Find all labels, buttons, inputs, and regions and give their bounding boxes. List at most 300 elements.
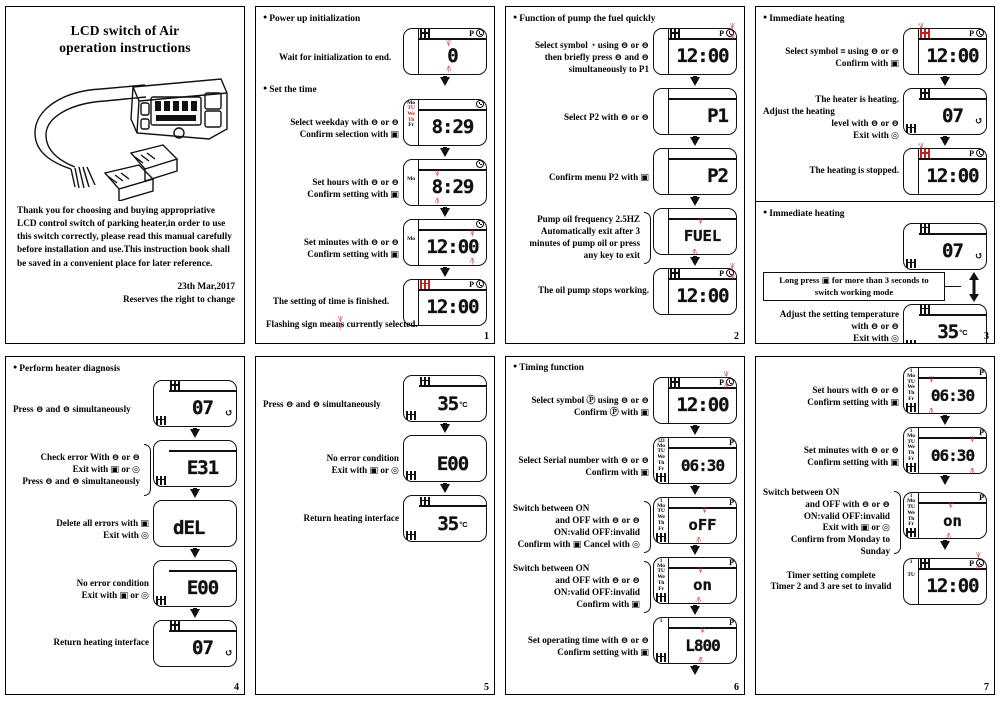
lcd-main	[169, 621, 236, 666]
lcd-main	[919, 89, 986, 134]
lcd-column	[653, 437, 737, 497]
step-line: ON:valid OFF:invalid	[553, 586, 640, 597]
heat-coil-icon	[406, 531, 416, 540]
lcd-display	[903, 148, 987, 195]
weekday-stack	[657, 504, 665, 533]
step-text	[763, 309, 903, 344]
step-line: Confirm setting with ▣	[307, 188, 399, 199]
weekday-we: We	[657, 454, 665, 461]
lcd-top-bar	[919, 559, 986, 570]
page-number: 6	[734, 682, 739, 693]
serial-number-indicator: 1	[909, 559, 913, 565]
flow-arrow	[190, 489, 200, 498]
cover-title-line2: operation instructions	[59, 39, 191, 55]
step-text: Press ⊖ and ⊖ simultaneously	[263, 399, 381, 410]
step-text	[13, 518, 153, 542]
grouping-brace	[644, 497, 651, 557]
lcd-main	[419, 496, 486, 541]
lcd-screen	[669, 280, 736, 314]
heat-coil-icon	[656, 653, 666, 662]
weekday-stack	[657, 564, 665, 593]
step-row	[763, 148, 987, 195]
step-line: with ⊖ or ⊖	[851, 321, 899, 332]
heat-coil-icon	[906, 528, 916, 537]
flow-arrow	[190, 549, 200, 558]
step-row	[263, 219, 487, 279]
lcd-screen	[669, 160, 736, 194]
lcd-main	[669, 149, 736, 194]
flash-marker	[947, 534, 951, 540]
lcd-screen	[919, 100, 986, 134]
heat-coil-icon	[406, 411, 416, 420]
lcd-screen	[919, 235, 986, 269]
heat-coil-icon	[920, 224, 930, 233]
lcd-top-bar	[419, 160, 486, 171]
lcd-main	[419, 436, 486, 481]
heat-coil-icon	[670, 29, 680, 38]
lcd-digits: oFF	[688, 516, 717, 534]
lcd-column	[903, 148, 987, 195]
flow-arrow	[690, 606, 700, 615]
lcd-display	[403, 28, 487, 75]
flow-arrow	[690, 137, 700, 146]
step-line: Timer setting complete	[786, 569, 876, 580]
step-line: ON:valid OFF:invalid	[553, 526, 640, 537]
timer-p-icon: P	[729, 497, 734, 507]
lcd-display	[653, 28, 737, 75]
step-line: Confirm with ▣	[576, 598, 640, 609]
step-line: Confirm setting with ▣	[807, 397, 899, 407]
step-row	[763, 367, 987, 427]
lcd-main	[919, 305, 986, 345]
step-text	[513, 40, 653, 75]
lcd-display	[653, 437, 737, 484]
lcd-display	[403, 435, 487, 482]
lcd-digits: 06:30	[930, 386, 975, 405]
lcd-screen	[919, 316, 986, 345]
heat-coil-icon	[170, 381, 180, 390]
step-line: Check error With ⊖ or ⊖	[40, 452, 140, 463]
lcd-weekday-column	[404, 100, 419, 145]
step-line: Select symbol ◔ using ⊖ or ⊖	[534, 40, 649, 51]
lcd-top-icons	[729, 558, 734, 567]
lcd-display	[403, 375, 487, 422]
timer-p-icon: P	[969, 148, 974, 158]
lcd-weekday-column	[404, 29, 419, 74]
weekday-tu: TU	[657, 448, 665, 455]
step-row	[263, 99, 487, 159]
weekday-fr: Fr	[658, 525, 664, 532]
lcd-top-icons	[719, 269, 734, 278]
lcd-weekday-column	[904, 559, 919, 604]
step-text: The heating is stopped.	[809, 165, 899, 176]
lcd-main	[419, 100, 486, 145]
flow-arrow	[440, 424, 450, 433]
step-row	[13, 380, 237, 440]
step-row	[263, 28, 487, 88]
heat-coil-icon	[906, 403, 916, 412]
lcd-screen	[919, 379, 986, 413]
step-text	[513, 563, 644, 610]
lcd-top-icons	[729, 618, 734, 627]
double-arrow-icon	[968, 272, 980, 302]
clock-icon	[476, 29, 484, 37]
step-text	[513, 503, 644, 550]
mode-switch-callout: Long press ▣ for more than 3 seconds to switch working mode	[763, 272, 945, 300]
fan-icon: ↺	[974, 115, 983, 127]
weekday-th: Th	[657, 459, 665, 466]
lcd-top-bar	[419, 280, 486, 291]
serial-number-indicator: 1	[659, 618, 663, 624]
step-line: Exit with ◎	[853, 332, 899, 343]
panel-3	[755, 6, 995, 344]
lcd-main	[919, 493, 986, 538]
lcd-screen	[919, 40, 986, 74]
lcd-top-icons	[979, 493, 984, 502]
lcd-display	[153, 380, 237, 427]
step-row	[513, 268, 737, 315]
step-line: Confirm setting with ▣	[307, 248, 399, 259]
step-line: Confirm Ⓟ with ▣	[573, 406, 649, 417]
lcd-digits: 12:00	[926, 165, 979, 188]
step-row	[13, 560, 237, 620]
clock-icon	[726, 269, 734, 277]
panel-cover	[5, 6, 245, 344]
step-line: Set operating time with ⊖ or ⊖	[527, 634, 649, 645]
step-text	[263, 177, 403, 201]
lcd-column	[653, 148, 737, 208]
panel-2	[505, 6, 745, 344]
step-text	[263, 237, 403, 261]
flash-marker	[470, 259, 474, 265]
step-row	[513, 88, 737, 148]
lcd-digits: 35	[937, 321, 959, 343]
lcd-top-bar	[669, 29, 736, 40]
step-row	[263, 159, 487, 219]
step-row	[513, 377, 737, 437]
heat-coil-icon	[406, 471, 416, 480]
panel-5	[255, 356, 495, 695]
lcd-digits: 8:29	[431, 116, 474, 138]
lcd-top-bar	[419, 100, 486, 111]
step-text: The setting of time is finished.	[272, 296, 390, 307]
lcd-screen	[669, 509, 736, 543]
lcd-top-bar	[919, 493, 986, 504]
lcd-screen	[419, 231, 486, 265]
lcd-display	[653, 497, 737, 544]
step-row	[13, 620, 237, 667]
panel-cell-3	[750, 0, 1000, 350]
lcd-digits: E00	[186, 577, 219, 600]
timer-p-icon: P	[969, 28, 974, 38]
step-line: and OFF with ⊖ or ⊖	[555, 514, 640, 525]
flash-marker	[701, 628, 705, 634]
serial-number-indicator: 1	[909, 494, 913, 500]
grouping-brace	[894, 487, 901, 558]
flash-marker	[703, 508, 707, 514]
lcd-display	[653, 557, 737, 604]
lcd-display	[903, 427, 987, 474]
lcd-top-bar	[419, 496, 486, 507]
timer-p-icon: P	[979, 428, 984, 437]
step-text	[263, 453, 403, 477]
weekday-we: We	[657, 574, 665, 581]
cover-date: 23th Mar,2017	[177, 281, 235, 292]
weekday-mo: Mo	[407, 175, 415, 182]
lcd-top-icons	[476, 160, 484, 168]
clock-icon	[476, 160, 484, 168]
step-text	[513, 455, 653, 479]
lcd-top-bar	[919, 89, 986, 100]
step-line: then briefly press ⊖ and ⊖	[544, 51, 649, 62]
heat-coil-icon	[420, 29, 430, 38]
step-row	[513, 437, 737, 497]
panel-cell-2	[500, 0, 750, 350]
step-line: Automatically exit after 3	[540, 225, 640, 236]
flash-marker	[447, 67, 451, 73]
lcd-screen	[669, 220, 736, 254]
lcd-weekday-column	[654, 149, 669, 194]
timer-p-icon: P	[979, 493, 984, 503]
lcd-display	[903, 28, 987, 75]
step-text: Return heating interface	[303, 512, 399, 523]
lcd-top-bar	[669, 89, 736, 100]
panel-cell-5	[250, 350, 500, 701]
lcd-screen	[419, 171, 486, 205]
step-row	[513, 148, 737, 208]
lcd-digits: L800	[685, 635, 720, 655]
step-row	[763, 88, 987, 148]
step-text	[763, 445, 903, 469]
lcd-screen	[169, 632, 236, 666]
lcd-screen	[419, 447, 486, 481]
weekday-stack	[907, 374, 915, 403]
lcd-top-icons	[969, 29, 984, 38]
weekday-fr: Fr	[658, 465, 664, 472]
lcd-column	[653, 557, 737, 617]
step-line: Delete all errors with ▣	[56, 517, 149, 528]
timer-p-icon: P	[719, 28, 724, 38]
section-heading: ● Immediate heating	[763, 13, 987, 26]
step-line: Set hours with ⊖ or ⊖	[812, 385, 899, 396]
cover-title-line1: LCD switch of Air	[70, 23, 180, 38]
lcd-digits: 07	[942, 240, 963, 262]
serial-number-indicator: 1	[659, 558, 663, 564]
step-row	[763, 28, 987, 88]
step-line: minutes of pump oil or press	[529, 237, 640, 248]
step-row	[13, 500, 237, 560]
heat-coil-icon	[920, 559, 930, 568]
lcd-weekday-column	[404, 280, 419, 325]
step-text	[763, 570, 903, 594]
weekday-fr: Fr	[908, 521, 914, 528]
step-row	[513, 208, 737, 268]
step-row	[263, 375, 487, 435]
weekday-tu: TU	[907, 438, 915, 445]
lcd-display	[403, 99, 487, 146]
grouping-brace	[144, 440, 151, 500]
grouping-brace	[644, 557, 651, 617]
heat-coil-icon	[156, 596, 166, 605]
step-row	[763, 487, 987, 558]
lcd-main	[419, 376, 486, 421]
panel-3-upper	[756, 7, 994, 202]
lcd-top-bar	[669, 149, 736, 160]
page-number: 1	[484, 331, 489, 342]
step-line: Select weekday with ⊖ or ⊖	[290, 116, 399, 127]
temperature-unit: °C	[459, 519, 468, 529]
flow-arrow	[940, 137, 950, 146]
step-line: Timer 2 and 3 are set to invalid	[770, 581, 892, 592]
lcd-screen	[919, 439, 986, 473]
lcd-screen	[169, 392, 236, 426]
step-line: Set minutes with ⊖ or ⊖	[803, 445, 899, 456]
lcd-screen	[669, 389, 736, 423]
weekday-tu: TU	[907, 504, 915, 511]
lcd-top-bar	[419, 29, 486, 40]
lcd-column	[903, 492, 987, 552]
lcd-digits: P1	[707, 105, 728, 128]
step-line: Confirm selection with ▣	[299, 128, 399, 139]
heat-coil-icon	[420, 497, 430, 506]
heat-coil-icon	[920, 89, 930, 98]
lcd-main	[419, 160, 486, 205]
lcd-digits: 06:30	[930, 446, 975, 465]
panel-cell-cover	[0, 0, 250, 350]
lcd-digits: 12:00	[926, 575, 979, 598]
weekday-stack	[407, 101, 415, 130]
heat-coil-icon	[920, 149, 930, 158]
serial-number-indicator: 1	[909, 429, 913, 434]
flash-marker	[699, 219, 703, 225]
weekday-stack	[907, 499, 915, 528]
lcd-digits: 0	[447, 45, 458, 68]
weekday-mo: Mo	[407, 235, 415, 242]
clock-icon	[476, 280, 484, 288]
page-number: 7	[984, 682, 989, 693]
timer-p-icon: P	[729, 557, 734, 567]
lcd-screen	[419, 40, 486, 74]
step-text	[763, 385, 903, 409]
lcd-digits: 07	[192, 637, 213, 660]
lcd-column	[403, 375, 487, 435]
weekday-we: We	[907, 444, 915, 451]
lcd-digits: 8:29	[431, 176, 474, 198]
step-row	[763, 427, 987, 487]
lcd-column	[653, 268, 737, 315]
lcd-digits: 12:00	[676, 45, 729, 68]
lcd-main	[419, 220, 486, 265]
panel-cell-7	[750, 350, 1000, 701]
weekday-mo: Mo	[657, 562, 665, 569]
flow-arrow	[690, 546, 700, 555]
footnote	[266, 319, 486, 329]
lcd-main	[669, 378, 736, 423]
step-line: Pump oil frequency 2.5HZ	[537, 214, 640, 225]
step-text: Wait for initialization to end.	[279, 51, 392, 62]
lcd-display	[903, 558, 987, 605]
lcd-main	[669, 89, 736, 134]
weekday-mo: Mo	[407, 99, 415, 106]
lcd-top-bar	[169, 501, 236, 512]
timer-p-icon: P	[719, 377, 724, 387]
serial-number-indicator: 1	[659, 498, 663, 504]
footnote-text: Flashing sign means currently selected.	[266, 319, 418, 329]
step-line: Confirm setting with ▣	[807, 457, 899, 467]
step-line: Confirm with ▣	[835, 57, 899, 68]
step-text	[763, 94, 903, 141]
weekday-we: We	[907, 509, 915, 516]
weekday-th: Th	[907, 390, 915, 397]
lcd-main	[419, 280, 486, 325]
panel-7	[755, 356, 995, 695]
weekday-mo: Mo	[907, 498, 915, 505]
flash-marker	[699, 568, 703, 574]
step-line: Exit with ◎	[103, 529, 149, 540]
heat-coil-icon	[170, 621, 180, 630]
lcd-column	[903, 223, 987, 270]
step-text	[513, 214, 644, 261]
lcd-display	[903, 492, 987, 539]
lcd-weekday-column	[654, 209, 669, 254]
step-line: Exit with ▣ or ◎	[81, 589, 149, 600]
lcd-main	[169, 501, 236, 546]
section-heading: ● Timing function	[513, 362, 737, 375]
heat-coil-icon	[906, 340, 916, 345]
lcd-top-icons	[469, 29, 484, 38]
step-line: simultaneously to P1	[568, 63, 649, 74]
lcd-column	[403, 159, 487, 219]
serial-number-indicator: 123	[657, 438, 665, 444]
step-line: any key to exit	[583, 249, 640, 260]
step-line: and OFF with ⊖ or ⊖	[805, 498, 890, 509]
step-line: Exit with ▣ or ◎	[72, 463, 140, 474]
weekday-tu: TU	[657, 568, 665, 575]
section-heading: ● Function of pump the fuel quickly	[513, 13, 737, 26]
lcd-digits: 12:00	[426, 296, 479, 318]
lcd-column	[153, 500, 237, 560]
step-line: Switch between ON	[513, 563, 590, 574]
weekday-th: Th	[657, 579, 665, 586]
flow-arrow	[690, 197, 700, 206]
heat-coil-icon	[156, 416, 166, 425]
lcd-top-icons	[476, 100, 484, 108]
weekday-mo: Mo	[657, 502, 665, 509]
weekday-tu: TU	[407, 105, 415, 112]
lcd-display	[403, 159, 487, 206]
lcd-top-icons	[979, 368, 984, 377]
panel-6	[505, 356, 745, 695]
lcd-weekday-column	[904, 305, 919, 345]
step-line: Confirm from Monday to Sunday	[790, 534, 890, 557]
flow-arrow	[940, 476, 950, 485]
double-arrow-wrap	[961, 272, 987, 302]
weekday-th: Th	[907, 515, 915, 522]
lcd-top-bar	[169, 381, 236, 392]
flow-arrow	[940, 541, 950, 550]
lcd-column	[903, 304, 987, 345]
fan-icon: ↺	[974, 250, 983, 262]
lcd-weekday-column	[904, 149, 919, 194]
step-text: The oil pump stops working.	[538, 285, 649, 296]
lcd-display	[653, 148, 737, 195]
lcd-digits: 07	[192, 397, 213, 420]
lcd-digits: dEL	[173, 517, 205, 540]
lcd-column	[903, 558, 987, 605]
lcd-top-bar	[669, 269, 736, 280]
lcd-display	[153, 620, 237, 667]
timer-p-icon: P	[729, 617, 734, 627]
